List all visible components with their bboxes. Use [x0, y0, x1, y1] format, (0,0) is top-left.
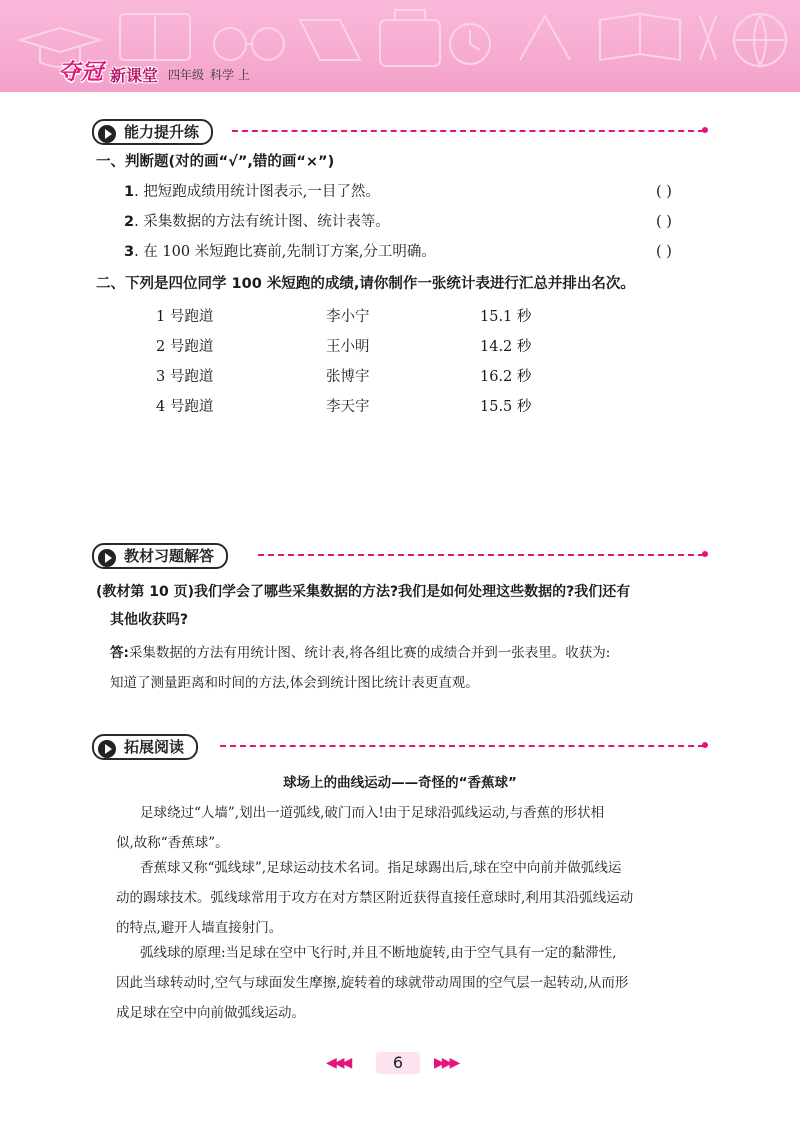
prev-arrows-icon: ◀◀◀ — [326, 1055, 350, 1071]
paragraph-line: 足球绕过“人墙”,划出一道弧线,破门而入!由于足球沿弧线运动,与香蕉的形状相 — [140, 805, 605, 821]
paragraph-line: 成足球在空中向前做弧线运动。 — [116, 1005, 305, 1021]
name-cell: 李小宁 — [326, 309, 370, 325]
textbook-question-line-2: 其他收获吗? — [110, 612, 189, 628]
name-cell: 李天宇 — [326, 399, 370, 415]
lane-cell: 3 号跑道 — [156, 369, 214, 385]
judgement-item-1 — [124, 182, 380, 202]
name-cell: 王小明 — [326, 339, 370, 355]
grade-label: 四年级 — [168, 68, 205, 82]
lane-cell: 4 号跑道 — [156, 399, 214, 415]
question-1-title: 一、判断题(对的画“√”,错的画“×”) — [96, 154, 335, 170]
article-paragraph-3 — [116, 938, 706, 1028]
paragraph-line: 动的踢球技术。弧线球常用于攻方在对方禁区附近获得直接任意球时,利用其沿弧线运动 — [116, 890, 634, 906]
item-number: 1 — [124, 184, 135, 200]
paragraph-line: 似,故称“香蕉球”。 — [116, 835, 229, 851]
answer-text: 采集数据的方法有用统计图、统计表,将各组比赛的成绩合并到一张表里。收获为: — [128, 645, 611, 661]
section-tab — [92, 734, 198, 760]
section-header-reading — [92, 733, 704, 759]
paragraph-line: 弧线球的原理:当足球在空中飞行时,并且不断地旋转,由于空气具有一定的黏滞性, — [140, 945, 617, 961]
item-text: . 采集数据的方法有统计图、统计表等。 — [134, 214, 390, 230]
play-icon — [98, 549, 116, 567]
play-icon — [98, 125, 116, 143]
answer-blank-2[interactable]: ( ) — [656, 214, 672, 230]
lane-cell: 2 号跑道 — [156, 339, 214, 355]
divider-dot — [702, 551, 708, 557]
time-cell: 15.5 秒 — [480, 399, 532, 415]
dashed-divider — [232, 130, 704, 132]
item-number: 2 — [124, 214, 135, 230]
article-paragraph-1 — [116, 798, 706, 858]
header-banner — [0, 0, 800, 92]
answer-blank-1[interactable]: ( ) — [656, 184, 672, 200]
article-paragraph-2 — [116, 853, 706, 943]
paragraph-line: 香蕉球又称“弧线球”,足球运动技术名词。指足球踢出后,球在空中向前并做弧线运 — [140, 860, 622, 876]
name-cell: 张博宇 — [326, 369, 370, 385]
answer-blank-3[interactable]: ( ) — [656, 244, 672, 260]
page-footer — [0, 1052, 800, 1076]
dashed-divider — [220, 745, 704, 747]
section-tab — [92, 543, 228, 569]
dashed-divider — [258, 554, 704, 556]
answer-line-1 — [110, 643, 610, 663]
judgement-item-2 — [124, 212, 390, 232]
time-cell: 15.1 秒 — [480, 309, 532, 325]
item-text: . 把短跑成绩用统计图表示,一目了然。 — [134, 184, 380, 200]
judgement-item-3 — [124, 242, 436, 262]
item-text: . 在 100 米短跑比赛前,先制订方案,分工明确。 — [134, 244, 436, 260]
brand-main-logo: 夺冠 — [58, 60, 105, 85]
brand-logo — [58, 54, 250, 86]
answer-label: 答: — [110, 645, 129, 661]
paragraph-line: 的特点,避开人墙直接射门。 — [116, 920, 283, 936]
paragraph-line: 因此当球转动时,空气与球面发生摩擦,旋转着的球就带动周围的空气层一起转动,从而形 — [116, 975, 629, 991]
brand-sub-logo: 新课堂 — [110, 66, 159, 85]
question-2-title: 二、下列是四位同学 100 米短跑的成绩,请你制作一张统计表进行汇总并排出名次。 — [96, 276, 635, 292]
section-title: 能力提升练 — [124, 123, 200, 141]
time-cell: 14.2 秒 — [480, 339, 532, 355]
next-arrows-icon: ▶▶▶ — [434, 1055, 458, 1071]
section-tab — [92, 119, 213, 145]
lane-cell: 1 号跑道 — [156, 309, 214, 325]
play-icon — [98, 740, 116, 758]
textbook-question-line-1: (教材第 10 页)我们学会了哪些采集数据的方法?我们是如何处理这些数据的?我们还有 — [96, 584, 631, 600]
time-cell: 16.2 秒 — [480, 369, 532, 385]
divider-dot — [702, 127, 708, 133]
subject-label: 科学 上 — [210, 68, 250, 82]
divider-dot — [702, 742, 708, 748]
item-number: 3 — [124, 244, 135, 260]
article-title: 球场上的曲线运动——奇怪的“香蕉球” — [283, 775, 517, 791]
section-header-textbook — [92, 542, 704, 568]
section-header-ability — [92, 118, 704, 144]
answer-line-2: 知道了测量距离和时间的方法,体会到统计图比统计表更直观。 — [110, 675, 479, 691]
page-number: 6 — [392, 1053, 404, 1072]
section-title: 教材习题解答 — [124, 547, 215, 565]
section-title: 拓展阅读 — [124, 738, 185, 756]
